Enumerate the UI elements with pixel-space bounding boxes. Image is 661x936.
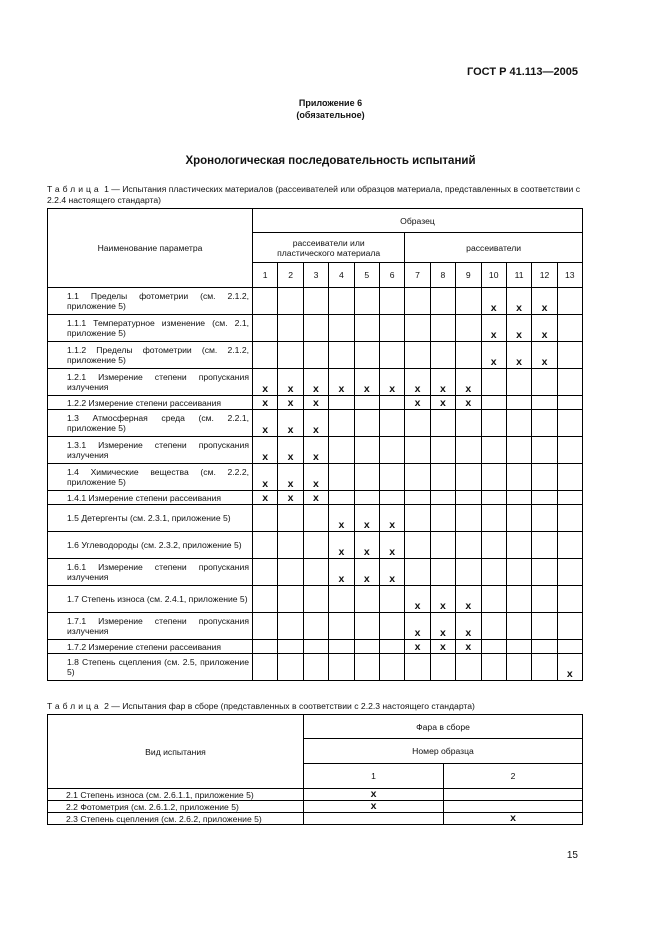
empty-cell [506, 437, 531, 464]
empty-cell [329, 613, 354, 640]
row-name: 1.7.2 Измерение степени рассеивания [48, 640, 253, 654]
table2-number-header: Номер образца [304, 739, 583, 764]
empty-cell [532, 613, 557, 640]
table1-sample-header: Образец [253, 209, 583, 233]
row-name: 1.1 Пределы фотометрии (см. 2.1.2, приложение 5) [48, 288, 253, 315]
empty-cell [303, 654, 328, 681]
empty-cell [354, 437, 379, 464]
row-name: 1.4 Химические вещества (см. 2.2.2, приложение 5) [48, 464, 253, 491]
empty-cell [405, 410, 430, 437]
table1-caption-text: 1 — Испытания пластических материалов (рассеивателей или образцов материала, представленных в соответствии с 2.2.4 настоящего стандарта) [47, 184, 581, 205]
empty-cell [379, 342, 404, 369]
empty-cell [303, 613, 328, 640]
empty-cell [253, 586, 278, 613]
x-mark: x [253, 464, 278, 491]
empty-cell [557, 491, 582, 505]
section-title: Хронологическая последовательность испытаний [185, 155, 476, 167]
table1-column-number: 6 [379, 263, 404, 288]
x-mark: x [253, 491, 278, 505]
table-row [48, 437, 583, 464]
empty-cell [444, 789, 583, 801]
x-mark: x [379, 559, 404, 586]
empty-cell [405, 532, 430, 559]
table-row [48, 559, 583, 586]
empty-cell [481, 410, 506, 437]
x-mark: x [379, 505, 404, 532]
empty-cell [379, 315, 404, 342]
x-mark: x [278, 464, 303, 491]
row-name: 1.4.1 Измерение степени рассеивания [48, 491, 253, 505]
x-mark: x [430, 640, 455, 654]
empty-cell [532, 437, 557, 464]
empty-cell [456, 410, 481, 437]
empty-cell [557, 613, 582, 640]
empty-cell [456, 464, 481, 491]
table1-column-number: 3 [303, 263, 328, 288]
empty-cell [379, 640, 404, 654]
empty-cell [253, 342, 278, 369]
x-mark: x [354, 369, 379, 396]
table-row [48, 613, 583, 640]
empty-cell [354, 613, 379, 640]
empty-cell [506, 654, 531, 681]
empty-cell [379, 654, 404, 681]
empty-cell [430, 491, 455, 505]
x-mark: x [303, 437, 328, 464]
empty-cell [278, 342, 303, 369]
empty-cell [405, 464, 430, 491]
x-mark: x [253, 437, 278, 464]
empty-cell [506, 559, 531, 586]
table2-caption [47, 701, 587, 712]
empty-cell [329, 491, 354, 505]
table2-column-number: 2 [444, 764, 583, 789]
table-row [48, 464, 583, 491]
x-mark: x [430, 396, 455, 410]
x-mark: x [405, 640, 430, 654]
table1-column-number: 1 [253, 263, 278, 288]
empty-cell [329, 288, 354, 315]
empty-cell [506, 464, 531, 491]
empty-cell [506, 532, 531, 559]
empty-cell [532, 491, 557, 505]
table1-column-number: 10 [481, 263, 506, 288]
empty-cell [557, 288, 582, 315]
empty-cell [405, 491, 430, 505]
empty-cell [303, 532, 328, 559]
row-name: 1.5 Детергенты (см. 2.3.1, приложение 5) [48, 505, 253, 532]
empty-cell [430, 532, 455, 559]
empty-cell [253, 559, 278, 586]
x-mark: x [532, 288, 557, 315]
empty-cell [253, 613, 278, 640]
x-mark: x [329, 559, 354, 586]
table2-caption-text: 2 — Испытания фар в сборе (представленных в соответствии с 2.2.3 настоящего стандарта) [101, 701, 475, 711]
empty-cell [532, 532, 557, 559]
empty-cell [379, 437, 404, 464]
table-row [48, 396, 583, 410]
empty-cell [532, 654, 557, 681]
empty-cell [430, 288, 455, 315]
empty-cell [253, 505, 278, 532]
page-number: 15 [566, 850, 578, 861]
empty-cell [430, 342, 455, 369]
empty-cell [430, 315, 455, 342]
empty-cell [379, 491, 404, 505]
x-mark: x [303, 396, 328, 410]
x-mark: x [379, 532, 404, 559]
table-row [48, 288, 583, 315]
x-mark: x [506, 288, 531, 315]
row-name: 2.3 Степень сцепления (см. 2.6.2, приложение 5) [48, 813, 304, 825]
x-mark: x [278, 410, 303, 437]
empty-cell [481, 586, 506, 613]
row-name: 1.7 Степень износа (см. 2.4.1, приложение 5) [48, 586, 253, 613]
empty-cell [430, 464, 455, 491]
empty-cell [253, 640, 278, 654]
empty-cell [557, 315, 582, 342]
empty-cell [532, 640, 557, 654]
empty-cell [253, 532, 278, 559]
x-mark: x [444, 813, 583, 825]
table-row [48, 654, 583, 681]
table-row [48, 640, 583, 654]
x-mark: x [304, 789, 444, 801]
x-mark: x [329, 532, 354, 559]
empty-cell [481, 437, 506, 464]
table1-column-number: 2 [278, 263, 303, 288]
appendix-title: Приложение 6 [298, 98, 363, 108]
empty-cell [304, 813, 444, 825]
empty-cell [303, 505, 328, 532]
empty-cell [430, 505, 455, 532]
empty-cell [329, 437, 354, 464]
table2-group-header: Фара в сборе [304, 715, 583, 739]
table1-column-number: 4 [329, 263, 354, 288]
table-row [48, 813, 583, 825]
empty-cell [354, 396, 379, 410]
empty-cell [444, 801, 583, 813]
table1-column-number: 8 [430, 263, 455, 288]
empty-cell [278, 288, 303, 315]
empty-cell [405, 315, 430, 342]
empty-cell [354, 464, 379, 491]
x-mark: x [456, 586, 481, 613]
x-mark: x [278, 369, 303, 396]
empty-cell [278, 640, 303, 654]
empty-cell [532, 369, 557, 396]
empty-cell [354, 342, 379, 369]
empty-cell [354, 640, 379, 654]
empty-cell [379, 396, 404, 410]
table2-type-header: Вид испытания [48, 715, 304, 789]
empty-cell [481, 640, 506, 654]
standard-number: ГОСТ Р 41.113—2005 [467, 66, 578, 78]
table-row [48, 315, 583, 342]
empty-cell [278, 559, 303, 586]
table-row [48, 586, 583, 613]
x-mark: x [405, 369, 430, 396]
x-mark: x [481, 288, 506, 315]
empty-cell [379, 613, 404, 640]
empty-cell [430, 654, 455, 681]
empty-cell [532, 410, 557, 437]
row-name: 1.3 Атмосферная среда (см. 2.2.1, приложение 5) [48, 410, 253, 437]
empty-cell [481, 532, 506, 559]
row-name: 1.7.1 Измерение степени пропускания излучения [48, 613, 253, 640]
empty-cell [506, 491, 531, 505]
empty-cell [456, 491, 481, 505]
empty-cell [253, 315, 278, 342]
table1-column-number: 7 [405, 263, 430, 288]
empty-cell [481, 505, 506, 532]
empty-cell [278, 586, 303, 613]
empty-cell [354, 654, 379, 681]
table-row [48, 789, 583, 801]
empty-cell [532, 586, 557, 613]
empty-cell [481, 396, 506, 410]
empty-cell [481, 464, 506, 491]
x-mark: x [506, 315, 531, 342]
x-mark: x [278, 437, 303, 464]
empty-cell [481, 559, 506, 586]
x-mark: x [456, 640, 481, 654]
x-mark: x [405, 613, 430, 640]
empty-cell [481, 369, 506, 396]
empty-cell [456, 532, 481, 559]
x-mark: x [506, 342, 531, 369]
empty-cell [278, 315, 303, 342]
empty-cell [481, 613, 506, 640]
empty-cell [506, 369, 531, 396]
table-row [48, 410, 583, 437]
x-mark: x [253, 396, 278, 410]
table1-param-header: Наименование параметра [48, 209, 253, 288]
empty-cell [557, 342, 582, 369]
empty-cell [329, 640, 354, 654]
empty-cell [506, 586, 531, 613]
empty-cell [329, 586, 354, 613]
table1-column-number: 12 [532, 263, 557, 288]
table-row [48, 801, 583, 813]
row-name: 1.1.2 Пределы фотометрии (см. 2.1.2, приложение 5) [48, 342, 253, 369]
row-name: 2.1 Степень износа (см. 2.6.1.1, приложение 5) [48, 789, 304, 801]
empty-cell [456, 654, 481, 681]
empty-cell [456, 559, 481, 586]
x-mark: x [405, 586, 430, 613]
x-mark: x [329, 369, 354, 396]
empty-cell [430, 410, 455, 437]
x-mark: x [278, 396, 303, 410]
table-row [48, 532, 583, 559]
empty-cell [456, 288, 481, 315]
empty-cell [354, 288, 379, 315]
empty-cell [557, 464, 582, 491]
empty-cell [354, 586, 379, 613]
empty-cell [329, 464, 354, 491]
empty-cell [557, 586, 582, 613]
empty-cell [456, 437, 481, 464]
row-name: 1.8 Степень сцепления (см. 2.5, приложение 5) [48, 654, 253, 681]
empty-cell [506, 410, 531, 437]
row-name: 1.1.1 Температурное изменение (см. 2.1, приложение 5) [48, 315, 253, 342]
x-mark: x [456, 396, 481, 410]
empty-cell [557, 559, 582, 586]
empty-cell [557, 369, 582, 396]
x-mark: x [354, 532, 379, 559]
empty-cell [456, 505, 481, 532]
empty-cell [303, 315, 328, 342]
table1-column-number: 11 [506, 263, 531, 288]
appendix-subtitle: (обязательное) [296, 110, 365, 120]
empty-cell [532, 559, 557, 586]
empty-cell [379, 410, 404, 437]
table1-column-number: 9 [456, 263, 481, 288]
x-mark: x [303, 369, 328, 396]
row-name: 1.2.2 Измерение степени рассеивания [48, 396, 253, 410]
table1-group1-header: рассеиватели или пластического материала [253, 233, 405, 263]
x-mark: x [456, 613, 481, 640]
empty-cell [329, 654, 354, 681]
empty-cell [506, 613, 531, 640]
empty-cell [532, 464, 557, 491]
empty-cell [430, 437, 455, 464]
x-mark: x [532, 315, 557, 342]
empty-cell [405, 559, 430, 586]
empty-cell [430, 559, 455, 586]
empty-cell [303, 640, 328, 654]
x-mark: x [304, 801, 444, 813]
empty-cell [557, 532, 582, 559]
empty-cell [557, 505, 582, 532]
x-mark: x [303, 491, 328, 505]
x-mark: x [430, 586, 455, 613]
empty-cell [481, 654, 506, 681]
empty-cell [557, 396, 582, 410]
table-row [48, 491, 583, 505]
empty-cell [278, 654, 303, 681]
x-mark: x [481, 315, 506, 342]
empty-cell [278, 613, 303, 640]
empty-cell [456, 342, 481, 369]
row-name: 2.2 Фотометрия (см. 2.6.1.2, приложение 5) [48, 801, 304, 813]
empty-cell [329, 315, 354, 342]
empty-cell [405, 288, 430, 315]
x-mark: x [253, 410, 278, 437]
x-mark: x [354, 559, 379, 586]
row-name: 1.2.1 Измерение степени пропускания излучения [48, 369, 253, 396]
x-mark: x [253, 369, 278, 396]
table-row [48, 342, 583, 369]
table1-column-number: 5 [354, 263, 379, 288]
table-row [48, 369, 583, 396]
empty-cell [354, 315, 379, 342]
empty-cell [506, 640, 531, 654]
x-mark: x [532, 342, 557, 369]
empty-cell [405, 437, 430, 464]
empty-cell [278, 532, 303, 559]
empty-cell [557, 640, 582, 654]
empty-cell [354, 410, 379, 437]
empty-cell [532, 505, 557, 532]
empty-cell [506, 396, 531, 410]
empty-cell [329, 396, 354, 410]
empty-cell [481, 491, 506, 505]
empty-cell [303, 288, 328, 315]
x-mark: x [303, 410, 328, 437]
empty-cell [379, 288, 404, 315]
table2-column-number: 1 [304, 764, 444, 789]
empty-cell [303, 586, 328, 613]
empty-cell [405, 654, 430, 681]
empty-cell [405, 342, 430, 369]
empty-cell [557, 410, 582, 437]
empty-cell [379, 586, 404, 613]
x-mark: x [354, 505, 379, 532]
empty-cell [405, 505, 430, 532]
x-mark: x [278, 491, 303, 505]
empty-cell [329, 410, 354, 437]
table1-column-number: 13 [557, 263, 582, 288]
empty-cell [456, 315, 481, 342]
x-mark: x [557, 654, 582, 681]
empty-cell [303, 342, 328, 369]
table2-caption-word: Таблица [47, 701, 102, 711]
x-mark: x [405, 396, 430, 410]
table-row [48, 505, 583, 532]
x-mark: x [430, 613, 455, 640]
x-mark: x [430, 369, 455, 396]
empty-cell [379, 464, 404, 491]
empty-cell [329, 342, 354, 369]
empty-cell [253, 654, 278, 681]
empty-cell [278, 505, 303, 532]
x-mark: x [456, 369, 481, 396]
table1-caption-word: Таблица [47, 184, 102, 194]
empty-cell [354, 491, 379, 505]
table1-caption [47, 184, 587, 206]
empty-cell [557, 437, 582, 464]
empty-cell [303, 559, 328, 586]
row-name: 1.3.1 Измерение степени пропускания излучения [48, 437, 253, 464]
empty-cell [506, 505, 531, 532]
table2 [47, 714, 583, 825]
x-mark: x [481, 342, 506, 369]
empty-cell [532, 396, 557, 410]
x-mark: x [303, 464, 328, 491]
empty-cell [253, 288, 278, 315]
table1 [47, 208, 583, 681]
row-name: 1.6 Углеводороды (см. 2.3.2, приложение 5) [48, 532, 253, 559]
table1-group2-header: рассеиватели [405, 233, 583, 263]
x-mark: x [329, 505, 354, 532]
row-name: 1.6.1 Измерение степени пропускания излучения [48, 559, 253, 586]
appendix-heading [0, 97, 661, 121]
x-mark: x [379, 369, 404, 396]
